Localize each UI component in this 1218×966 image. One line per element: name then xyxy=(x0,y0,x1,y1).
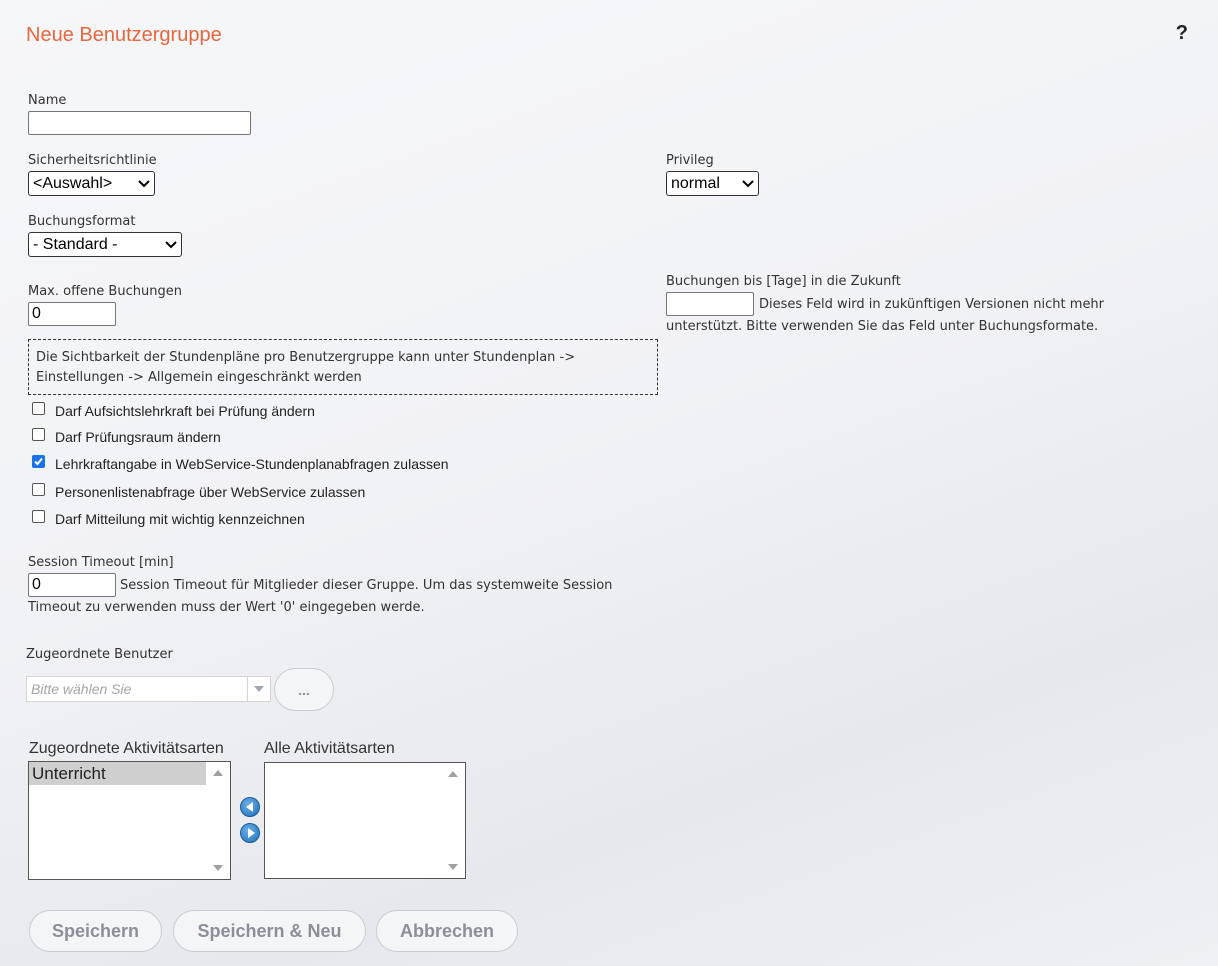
visibility-info-line-1: Die Sichtbarkeit der Stundenpläne pro Benutzergruppe kann unter Stundenplan -> xyxy=(36,350,576,365)
visibility-info-box xyxy=(28,339,658,395)
booking-format-value: - Standard - xyxy=(33,235,118,253)
caret-down-icon xyxy=(254,686,264,692)
assigned-users-more-button[interactable]: ... xyxy=(274,668,334,711)
cancel-button[interactable]: Abbrechen xyxy=(376,910,518,952)
bookings-days-note-2: unterstützt. Bitte verwenden Sie das Feld unter Buchungsformate. xyxy=(666,319,1099,334)
all-activities-listbox[interactable] xyxy=(264,762,466,879)
save-and-new-button[interactable]: Speichern & Neu xyxy=(173,910,366,952)
page-title: Neue Benutzergruppe xyxy=(26,24,222,46)
privilege-value: normal xyxy=(671,174,720,192)
scroll-down-icon[interactable] xyxy=(213,865,223,871)
checkbox-supervisor[interactable] xyxy=(32,402,45,415)
bookings-days-note-1: Dieses Feld wird in zukünftigen Versionen nicht mehr xyxy=(759,297,1105,312)
scroll-up-icon[interactable] xyxy=(213,770,223,776)
privilege-select[interactable] xyxy=(666,171,759,196)
checkbox-exam-room-label[interactable]: Darf Prüfungsraum ändern xyxy=(55,429,221,445)
arrow-left-icon xyxy=(246,802,253,812)
privilege-label: Privileg xyxy=(666,153,714,168)
move-left-button[interactable] xyxy=(240,797,260,817)
name-label: Name xyxy=(28,93,67,108)
scroll-down-icon[interactable] xyxy=(448,864,458,870)
bookings-days-input[interactable] xyxy=(666,292,754,316)
combobox-dropdown-button[interactable] xyxy=(247,677,270,701)
session-timeout-label: Session Timeout [min] xyxy=(28,555,174,570)
session-timeout-input[interactable] xyxy=(28,573,116,597)
name-input[interactable] xyxy=(28,111,251,135)
scrollbar[interactable] xyxy=(206,762,230,879)
checkbox-teacher-webservice[interactable] xyxy=(32,455,45,468)
bookings-days-label: Buchungen bis [Tage] in die Zukunft xyxy=(666,274,901,289)
chevron-down-icon xyxy=(138,180,150,188)
arrow-right-icon xyxy=(248,828,255,838)
security-policy-value: <Auswahl> xyxy=(33,174,113,192)
chevron-down-icon xyxy=(165,241,177,249)
checkmark-icon xyxy=(32,455,45,468)
security-policy-select[interactable] xyxy=(28,171,155,196)
assigned-users-placeholder: Bitte wählen Sie xyxy=(31,681,132,697)
checkbox-person-list-label[interactable]: Personenlistenabfrage über WebService zulassen xyxy=(55,484,366,500)
scroll-up-icon[interactable] xyxy=(448,771,458,777)
visibility-info-line-2: Einstellungen -> Allgemein eingeschränkt werden xyxy=(36,370,362,385)
assigned-activities-label: Zugeordnete Aktivitätsarten xyxy=(29,740,224,757)
help-icon[interactable]: ? xyxy=(1175,22,1188,44)
assigned-activities-listbox[interactable] xyxy=(28,761,231,880)
move-right-button[interactable] xyxy=(240,823,260,843)
all-activities-label: Alle Aktivitätsarten xyxy=(264,740,395,757)
checkbox-important-message[interactable] xyxy=(32,510,45,523)
checkbox-person-list[interactable] xyxy=(32,483,45,496)
checkbox-supervisor-label[interactable]: Darf Aufsichtslehrkraft bei Prüfung ändern xyxy=(55,403,315,419)
checkbox-exam-room[interactable] xyxy=(32,428,45,441)
session-timeout-note-2: Timeout zu verwenden muss der Wert '0' eingegeben werde. xyxy=(28,600,425,615)
checkbox-important-message-label[interactable]: Darf Mitteilung mit wichtig kennzeichnen xyxy=(55,511,305,527)
booking-format-select[interactable] xyxy=(28,232,182,257)
session-timeout-note-1: Session Timeout für Mitglieder dieser Gruppe. Um das systemweite Session xyxy=(120,578,613,593)
assigned-users-label: Zugeordnete Benutzer xyxy=(26,647,173,662)
scrollbar[interactable] xyxy=(441,763,465,878)
security-policy-label: Sicherheitsrichtlinie xyxy=(28,153,157,168)
booking-format-label: Buchungsformat xyxy=(28,214,136,229)
checkbox-teacher-webservice-label[interactable]: Lehrkraftangabe in WebService-Stundenplanabfragen zulassen xyxy=(55,456,449,472)
save-button[interactable]: Speichern xyxy=(29,910,162,952)
list-item[interactable]: Unterricht xyxy=(29,762,206,785)
assigned-users-combobox[interactable] xyxy=(26,676,271,702)
chevron-down-icon xyxy=(742,180,754,188)
max-open-bookings-input[interactable] xyxy=(28,302,116,326)
max-open-bookings-label: Max. offene Buchungen xyxy=(28,284,182,299)
